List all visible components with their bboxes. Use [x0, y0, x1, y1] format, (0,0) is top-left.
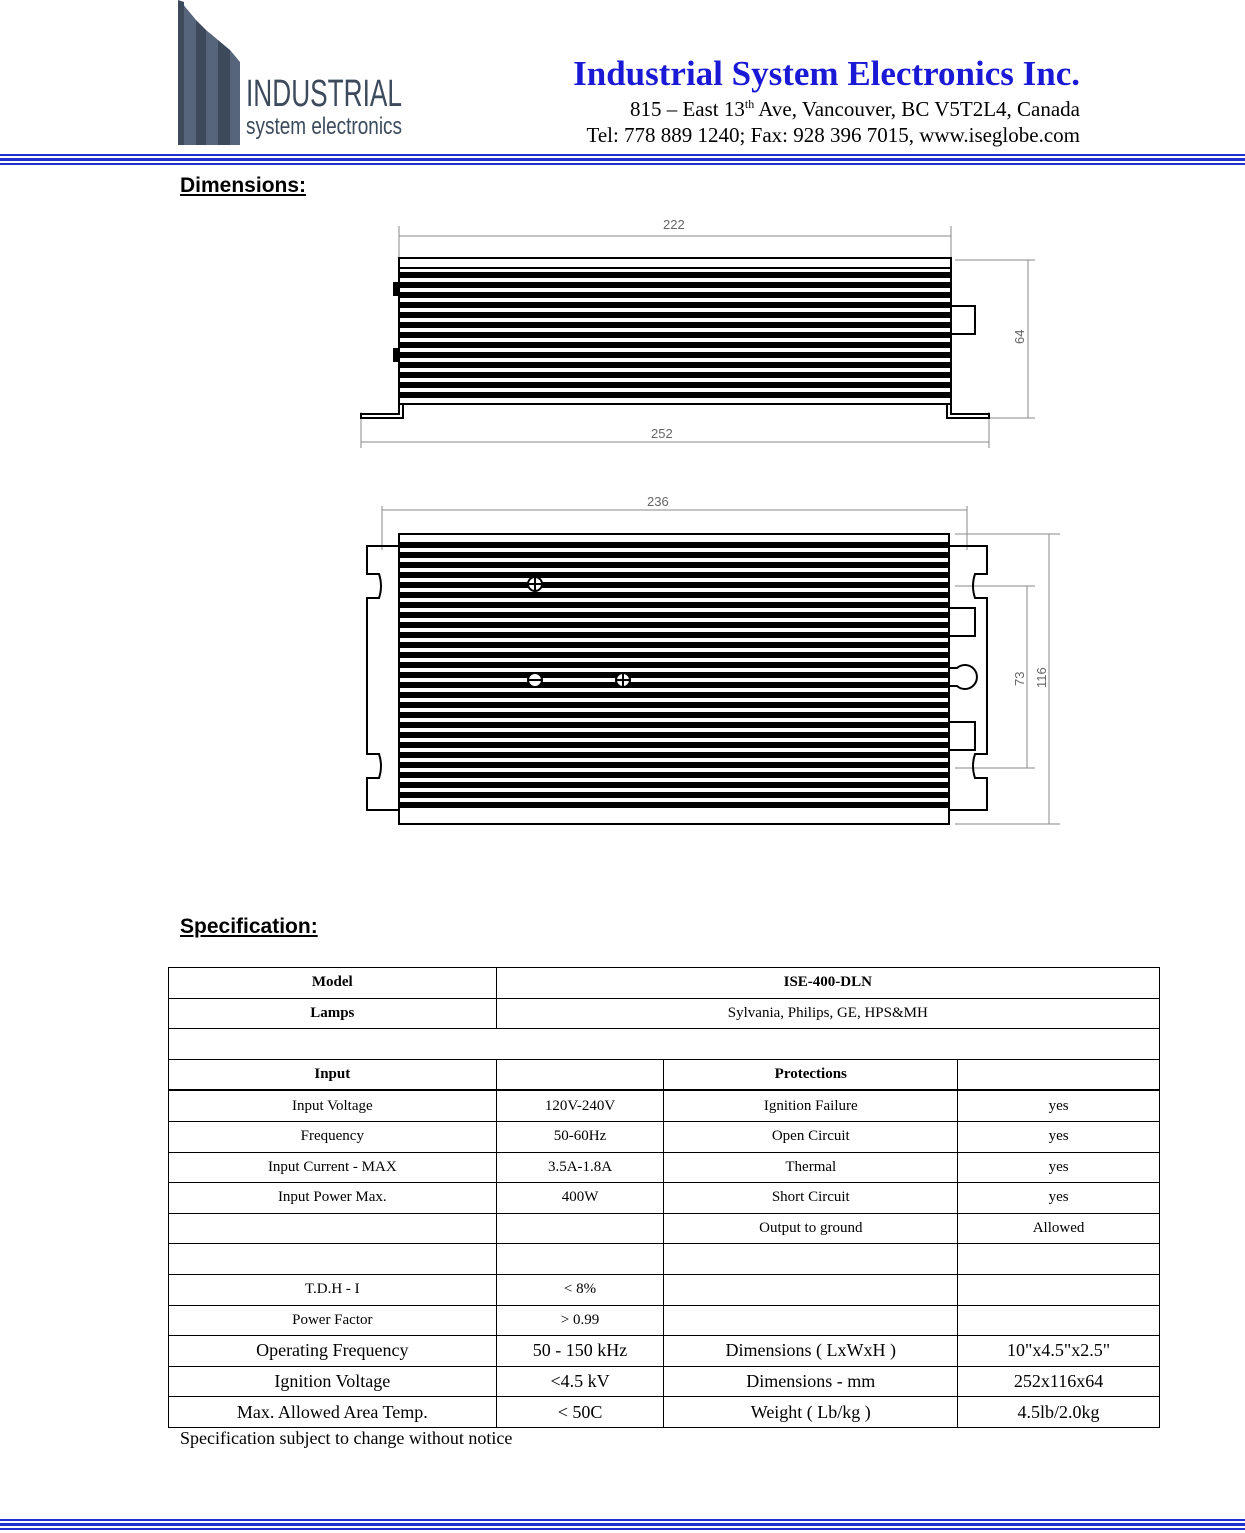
- table-cell: > 0.99: [496, 1305, 664, 1336]
- table-cell: T.D.H - I: [169, 1274, 497, 1305]
- table-cell: Ignition Voltage: [169, 1366, 497, 1397]
- company-logo: [176, 0, 408, 150]
- table-cell: [496, 1244, 664, 1275]
- table-row-model: [169, 968, 1160, 999]
- specification-heading: Specification:: [180, 915, 318, 938]
- table-cell: Power Factor: [169, 1305, 497, 1336]
- table-cell: <4.5 kV: [496, 1366, 664, 1397]
- table-row: [169, 1244, 1160, 1275]
- table-cell: [496, 1059, 664, 1090]
- table-cell: Ignition Failure: [664, 1090, 958, 1121]
- table-row: [169, 1274, 1160, 1305]
- dim-116-label: 116: [1034, 667, 1049, 688]
- table-cell: [664, 1274, 958, 1305]
- table-cell: 252x116x64: [958, 1366, 1160, 1397]
- table-cell: 120V-240V: [496, 1090, 664, 1121]
- table-header-row: [169, 1059, 1160, 1090]
- table-cell: Short Circuit: [664, 1183, 958, 1214]
- table-cell: [169, 1029, 1160, 1060]
- table-cell: 10"x4.5"x2.5": [958, 1336, 1160, 1367]
- company-contact: Tel: 778 889 1240; Fax: 928 396 7015, www.iseglobe.com: [586, 123, 1080, 147]
- table-row: [169, 1183, 1160, 1214]
- company-address: 815 – East 13th Ave, Vancouver, BC V5T2L4, Canada: [629, 97, 1080, 121]
- dim-64-label: 64: [1012, 329, 1027, 344]
- table-cell: 4.5lb/2.0kg: [958, 1397, 1160, 1428]
- logo-text-system-electronics: system electronics: [246, 113, 402, 140]
- dim-252-label: 252: [651, 426, 673, 441]
- table-cell: Frequency: [169, 1121, 497, 1152]
- table-cell: yes: [958, 1121, 1160, 1152]
- table-cell: Dimensions ( LxWxH ): [664, 1336, 958, 1367]
- table-cell: [958, 1059, 1160, 1090]
- header-rule: [0, 154, 1245, 164]
- spec-footnote: Specification subject to change without notice: [180, 1428, 513, 1448]
- company-name: Industrial System Electronics Inc.: [573, 54, 1080, 93]
- table-cell: [496, 1213, 664, 1244]
- table-cell: [958, 1274, 1160, 1305]
- table-row-spacer: [169, 1029, 1160, 1060]
- table-cell: [664, 1305, 958, 1336]
- logo-text-industrial: INDUSTRIAL: [246, 73, 402, 115]
- table-row: [169, 1366, 1160, 1397]
- table-cell: Input Voltage: [169, 1090, 497, 1121]
- table-cell: Dimensions - mm: [664, 1366, 958, 1397]
- table-cell: [169, 1244, 497, 1275]
- table-row: [169, 1121, 1160, 1152]
- table-cell: [664, 1244, 958, 1275]
- table-cell: < 50C: [496, 1397, 664, 1428]
- table-cell: 50-60Hz: [496, 1121, 664, 1152]
- side-view-drawing: [355, 212, 1035, 452]
- footer-rule: [0, 1519, 1245, 1529]
- dim-236-label: 236: [647, 494, 669, 509]
- specification-table: [168, 967, 1160, 1428]
- table-cell: Operating Frequency: [169, 1336, 497, 1367]
- table-cell: Weight ( Lb/kg ): [664, 1397, 958, 1428]
- table-row-lamps: [169, 998, 1160, 1029]
- table-row: [169, 1090, 1160, 1121]
- table-cell: yes: [958, 1090, 1160, 1121]
- table-cell: 50 - 150 kHz: [496, 1336, 664, 1367]
- table-row: [169, 1397, 1160, 1428]
- table-cell: yes: [958, 1183, 1160, 1214]
- dim-222-label: 222: [663, 217, 685, 232]
- table-cell: 400W: [496, 1183, 664, 1214]
- table-cell: Input Current - MAX: [169, 1152, 497, 1183]
- top-view-drawing: [355, 490, 1065, 830]
- table-row: [169, 1336, 1160, 1367]
- lamps-value: Sylvania, Philips, GE, HPS&MH: [496, 998, 1159, 1029]
- table-cell: 3.5A-1.8A: [496, 1152, 664, 1183]
- table-cell: Thermal: [664, 1152, 958, 1183]
- dimensions-heading: Dimensions:: [180, 174, 307, 197]
- table-cell: [958, 1305, 1160, 1336]
- model-value: ISE-400-DLN: [496, 968, 1159, 999]
- table-cell: < 8%: [496, 1274, 664, 1305]
- input-header: Input: [169, 1059, 497, 1090]
- table-row: [169, 1213, 1160, 1244]
- table-cell: Input Power Max.: [169, 1183, 497, 1214]
- table-cell: Open Circuit: [664, 1121, 958, 1152]
- table-cell: Allowed: [958, 1213, 1160, 1244]
- table-row: [169, 1305, 1160, 1336]
- protections-header: Protections: [664, 1059, 958, 1090]
- model-label: Model: [169, 968, 497, 999]
- lamps-label: Lamps: [169, 998, 497, 1029]
- table-cell: Output to ground: [664, 1213, 958, 1244]
- table-cell: [169, 1213, 497, 1244]
- table-row: [169, 1152, 1160, 1183]
- table-cell: [958, 1244, 1160, 1275]
- dim-73-label: 73: [1012, 671, 1027, 686]
- table-cell: yes: [958, 1152, 1160, 1183]
- table-cell: Max. Allowed Area Temp.: [169, 1397, 497, 1428]
